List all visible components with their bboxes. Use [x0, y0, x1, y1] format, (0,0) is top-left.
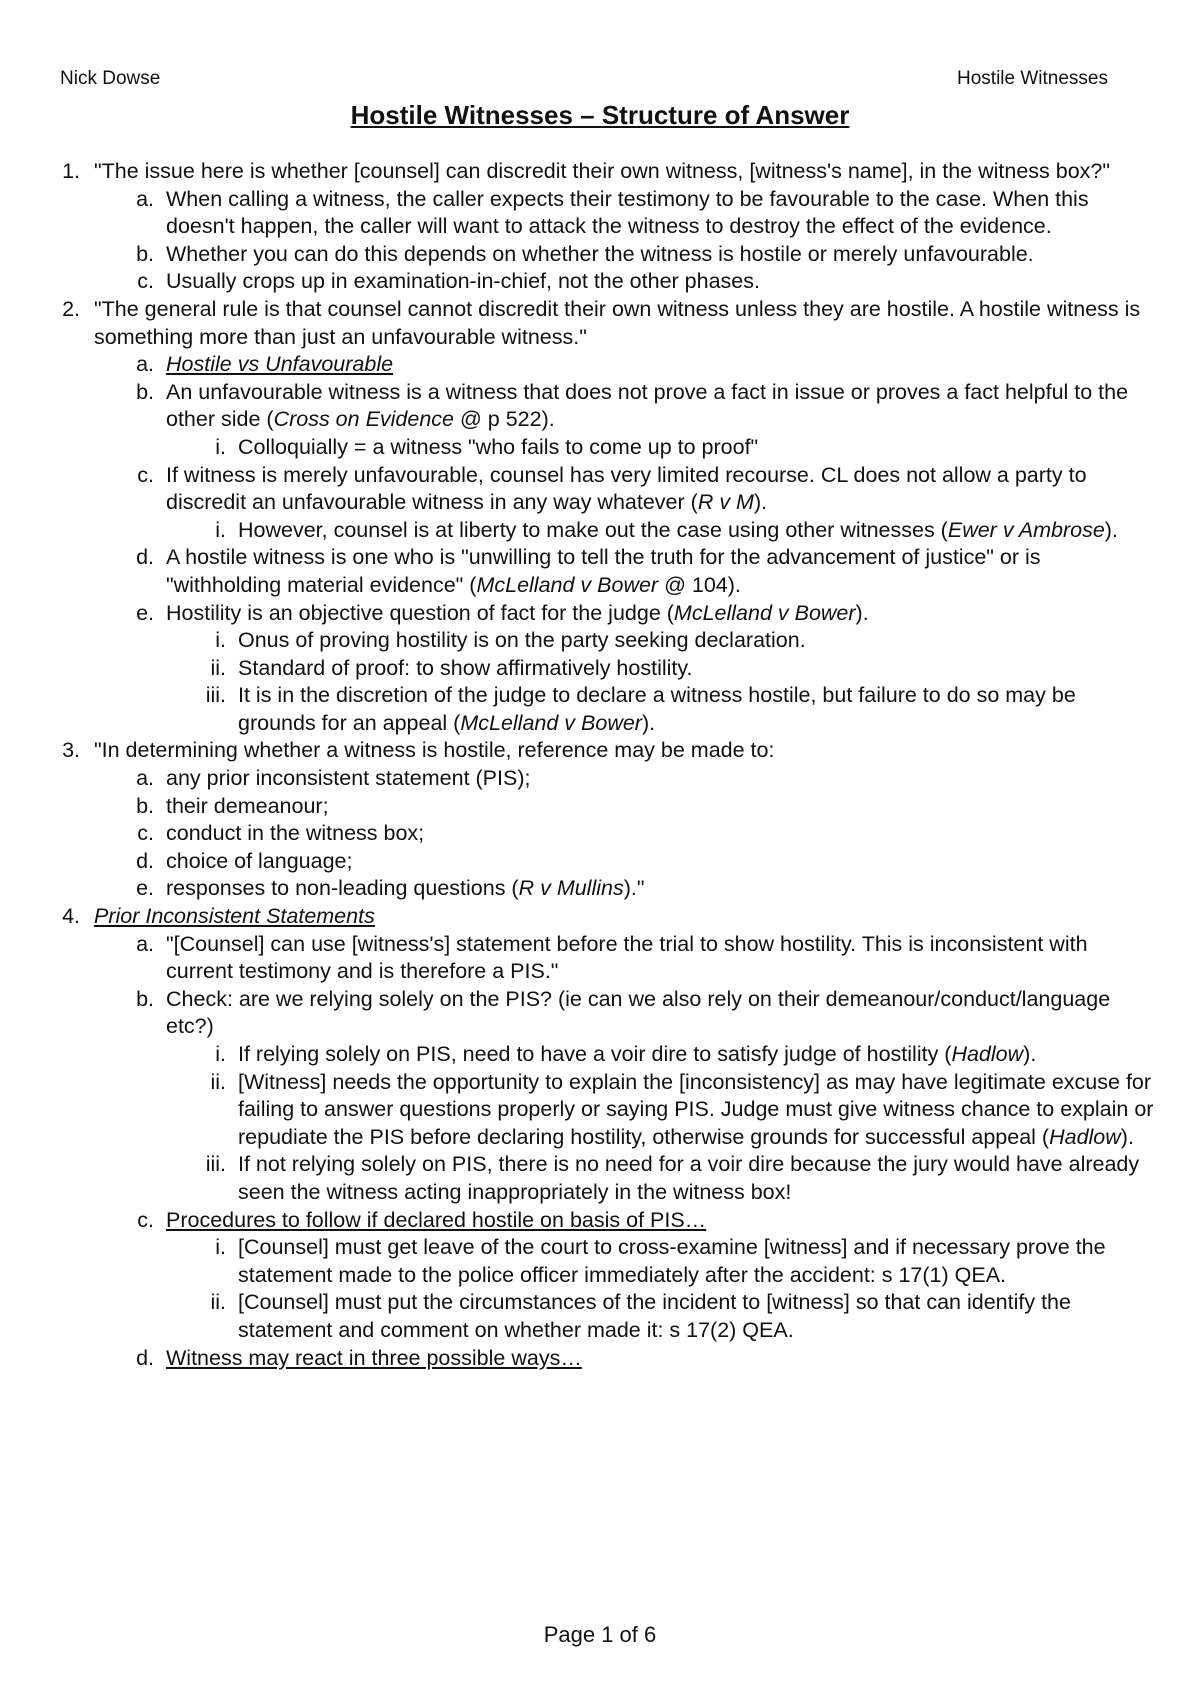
- list-marker: 3.: [62, 738, 80, 763]
- list-marker: a.: [136, 766, 154, 791]
- item-text: ).: [1104, 517, 1118, 542]
- list-item: [0, 517, 1156, 545]
- list-item: [0, 241, 1156, 269]
- list-marker: b.: [136, 379, 154, 404]
- item-text: ).: [855, 600, 869, 625]
- item-text: Usually crops up in examination-in-chief, not the other phases.: [166, 269, 760, 294]
- list-item: [0, 1289, 1156, 1344]
- list-item: [0, 765, 1156, 793]
- case-citation: Hadlow: [951, 1042, 1024, 1066]
- item-text: "[Counsel] can use [witness's] statement before the trial to show hostility. This is inconsistent with current testimony and is therefore a PIS.": [166, 931, 1088, 984]
- item-text: Colloquially = a witness "who fails to come up to proof": [238, 434, 759, 459]
- list-item: [0, 1151, 1156, 1206]
- case-citation: R v Mullins: [518, 876, 624, 901]
- item-text: Check: are we relying solely on the PIS? (ie can we also rely on their demeanour/conduct/language etc?): [166, 986, 1111, 1039]
- header-author: Nick Dowse: [60, 68, 161, 89]
- list-marker: i.: [215, 434, 226, 459]
- list-marker: 2.: [62, 296, 80, 321]
- list-marker: i.: [215, 517, 226, 542]
- list-marker: i.: [215, 1235, 226, 1260]
- list-item: [0, 1041, 1156, 1069]
- item-text: ).: [641, 710, 656, 735]
- list-marker: b.: [136, 793, 154, 818]
- list-item: [0, 655, 1156, 683]
- item-text: @ p 522).: [454, 407, 555, 432]
- item-heading: Prior Inconsistent Statements: [94, 904, 375, 929]
- case-citation: Cross on Evidence: [273, 407, 455, 432]
- list-item: [0, 1345, 1156, 1373]
- list-item: [0, 1207, 1156, 1235]
- list-marker: b.: [136, 986, 154, 1011]
- list-item: [0, 820, 1156, 848]
- item-text: "The issue here is whether [counsel] can discredit their own witness, [witness's name], in the witness box?": [94, 159, 1111, 183]
- list-item: [0, 379, 1156, 434]
- list-marker: ii.: [210, 1069, 226, 1094]
- list-marker: c.: [137, 1207, 154, 1232]
- case-citation: McLelland v Bower: [460, 710, 642, 735]
- item-text: responses to non-leading questions (: [166, 876, 519, 901]
- item-text: their demeanour;: [166, 793, 329, 818]
- item-text: If witness is merely unfavourable, counsel has very limited recourse. CL does not allow a party to discredit an unfavourable witness in any way whatever (: [166, 462, 1087, 515]
- list-item: [0, 600, 1156, 628]
- item-text: If relying solely on PIS, need to have a voir dire to satisfy judge of hostility (: [238, 1042, 952, 1066]
- list-marker: a.: [136, 352, 154, 377]
- list-item: [0, 903, 1156, 931]
- case-citation: Ewer v Ambrose: [947, 517, 1105, 542]
- item-text: Standard of proof: to show affirmatively hostility.: [238, 655, 693, 680]
- header-topic: Hostile Witnesses: [957, 68, 1108, 89]
- item-text: However, counsel is at liberty to make out the case using other witnesses (: [238, 517, 948, 542]
- list-item: [0, 627, 1156, 655]
- item-text: ).: [1023, 1042, 1037, 1066]
- page-number: Page 1 of 6: [543, 1622, 657, 1647]
- item-text: ).: [1120, 1124, 1134, 1149]
- item-text: @ 104).: [658, 572, 741, 597]
- item-heading: Procedures to follow if declared hostile on basis of PIS…: [166, 1207, 707, 1232]
- list-marker: 1.: [62, 159, 80, 183]
- list-item: [0, 434, 1156, 462]
- item-text: [Counsel] must put the circumstances of the incident to [witness] so that can identify the statement and comment on whether made it: s 17(2) QEA.: [238, 1290, 1071, 1342]
- item-text: [Witness] needs the opportunity to explain the [inconsistency] as may have legitimate excuse for failing to answer questions properly or saying PIS. Judge must give witness chance to explain or repudiate the PIS before declaring hostility, otherwise grounds for successful appeal (: [238, 1069, 1154, 1149]
- list-item: [0, 351, 1156, 379]
- item-text: If not relying solely on PIS, there is no need for a voir dire because the jury would have already seen the witness acting inappropriately in the witness box!: [238, 1152, 1140, 1204]
- list-item: [0, 158, 1156, 186]
- case-citation: McLelland v Bower: [476, 572, 659, 597]
- list-marker: c.: [137, 269, 154, 294]
- item-text: A hostile witness is one who is "unwilling to tell the truth for the advancement of justice" or is "withholding material evidence" (: [166, 545, 1041, 597]
- list-marker: c.: [137, 462, 154, 487]
- list-item: [0, 986, 1156, 1041]
- list-marker: ii.: [210, 1290, 226, 1315]
- item-text: "The general rule is that counsel cannot discredit their own witness unless they are hostile. A hostile witness is something more than just an unfavourable witness.": [94, 296, 1141, 349]
- list-item: [0, 296, 1156, 351]
- list-item: [0, 1234, 1156, 1289]
- list-item: [0, 682, 1156, 737]
- case-citation: Hadlow: [1049, 1124, 1121, 1149]
- list-marker: d.: [136, 1345, 154, 1370]
- list-marker: 4.: [62, 904, 80, 929]
- item-text: [Counsel] must get leave of the court to cross-examine [witness] and if necessary prove the statement made to the police officer immediately after the accident: s 17(1) QEA.: [238, 1235, 1106, 1287]
- list-item: [0, 848, 1156, 876]
- item-text: any prior inconsistent statement (PIS);: [166, 766, 531, 791]
- item-text: "In determining whether a witness is hostile, reference may be made to:: [94, 738, 775, 763]
- item-text: Onus of proving hostility is on the party seeking declaration.: [238, 628, 806, 653]
- list-marker: e.: [136, 876, 154, 901]
- item-text: It is in the discretion of the judge to declare a witness hostile, but failure to do so may be grounds for an appeal (: [238, 683, 1076, 735]
- list-marker: e.: [136, 600, 154, 625]
- list-marker: iii.: [205, 683, 226, 708]
- item-text: Whether you can do this depends on whether the witness is hostile or merely unfavourable.: [166, 241, 1034, 266]
- list-marker: a.: [136, 186, 154, 211]
- list-item: [0, 544, 1156, 599]
- case-citation: McLelland v Bower: [673, 600, 856, 625]
- case-citation: R v M: [697, 490, 754, 515]
- list-item: [0, 737, 1156, 765]
- item-text: conduct in the witness box;: [166, 821, 425, 846]
- list-marker: i.: [215, 1042, 226, 1066]
- item-text: ).": [623, 876, 645, 901]
- list-marker: b.: [136, 241, 154, 266]
- item-text: An unfavourable witness is a witness that does not prove a fact in issue or proves a fact helpful to the other side (: [166, 379, 1129, 432]
- list-item: [0, 186, 1156, 241]
- list-item: [0, 931, 1156, 986]
- list-marker: iii.: [205, 1152, 226, 1177]
- list-item: [0, 268, 1156, 296]
- item-text: Hostility is an objective question of fact for the judge (: [166, 600, 674, 625]
- page-title: Hostile Witnesses – Structure of Answer: [350, 100, 850, 130]
- list-marker: d.: [136, 545, 154, 570]
- list-item: [0, 462, 1156, 517]
- item-heading: Witness may react in three possible ways…: [166, 1345, 582, 1370]
- list-item: [0, 1069, 1156, 1152]
- item-text: When calling a witness, the caller expects their testimony to be favourable to the case. When this doesn't happen, the caller will want to attack the witness to destroy the effect of the evidence.: [166, 186, 1089, 239]
- outline: [0, 158, 1200, 1372]
- list-marker: i.: [215, 628, 226, 653]
- list-marker: d.: [136, 848, 154, 873]
- item-text: ).: [753, 490, 768, 515]
- list-item: [0, 793, 1156, 821]
- list-item: [0, 875, 1156, 903]
- list-marker: c.: [137, 821, 154, 846]
- item-heading: Hostile vs Unfavourable: [166, 352, 394, 377]
- list-marker: a.: [136, 931, 154, 956]
- list-marker: ii.: [210, 655, 226, 680]
- item-text: choice of language;: [166, 848, 353, 873]
